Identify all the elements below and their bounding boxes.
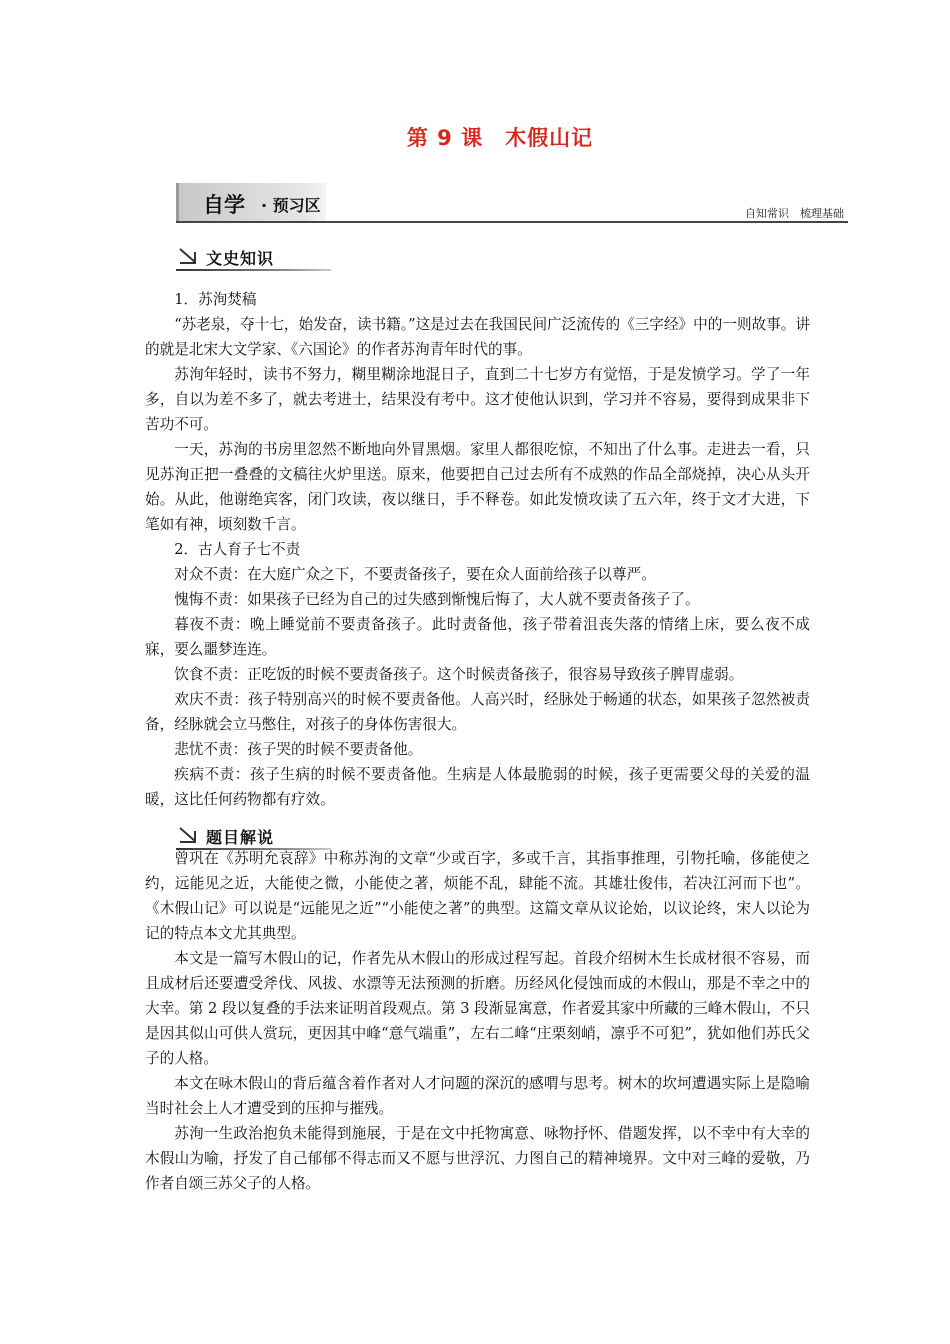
lesson-title: 第 9 课 木假山记 <box>406 126 594 150</box>
paragraph: “苏老泉，夺十七，始发奋，读书籍。”这是过去在我国民间广泛流传的《三字经》中的一则故事。讲的就是北宋大文学家、《六国论》的作者苏洵青年时代的事。 <box>145 316 810 358</box>
diagonal-arrow-icon <box>179 248 197 264</box>
paragraph: 苏洵一生政治抱负未能得到施展，于是在文中托物寓意、咏物抒怀、借题发挥，以不幸中有大幸的木假山为喻，抒发了自己郁郁不得志而又不愿与世浮沉、力图自己的精神境界。文中对三峰的爱敬，乃作者自颂三苏父子的人格。 <box>145 1125 810 1192</box>
paragraph: 本文是一篇写木假山的记，作者先从木假山的形成过程写起。首段介绍树木生长成材很不容易，而且成材后还要遭受斧伐、风拔、水漂等无法预测的折磨。历经风化侵蚀而成的木假山，那是不幸之中的大幸。第 2 段以复叠的手法来证明首段观点。第 3 段渐显寓意，作者爱其家中所藏的三峰木假山，不只是因其似山可供人赏玩，更因其中峰“意气端重”，左右二峰“庄栗刻峭，凛乎不可犯”，犹如他们苏氏父子的人格。 <box>145 950 810 1067</box>
paragraph: 暮夜不责：晚上睡觉前不要责备孩子。此时责备他，孩子带着沮丧失落的情绪上床，要么夜不成寐，要么噩梦连连。 <box>145 616 810 658</box>
paragraph: 本文在咏木假山的背后蕴含着作者对人才问题的深沉的感喟与思考。树木的坎坷遭遇实际上是隐喻当时社会上人才遭受到的压抑与摧残。 <box>145 1075 810 1117</box>
section-heading-wenshi <box>176 245 331 271</box>
document-body <box>145 287 810 1196</box>
section-title: 题目解说 <box>206 828 275 847</box>
paragraph: 愧悔不责：如果孩子已经为自己的过失感到惭愧后悔了，大人就不要责备孩子了。 <box>174 591 700 608</box>
paragraph: 2．古人育子七不责 <box>174 541 301 558</box>
banner-sub-label: · 预习区 <box>261 196 321 215</box>
paragraph: 欢庆不责：孩子特别高兴的时候不要责备他。人高兴时，经脉处于畅通的状态，如果孩子忽然被责备，经脉就会立马憋住，对孩子的身体伤害很大。 <box>145 691 810 733</box>
paragraph: 疾病不责：孩子生病的时候不要责备他。生病是人体最脆弱的时候，孩子更需要父母的关爱的温暖，这比任何药物都有疗效。 <box>145 766 810 808</box>
paragraph: 饮食不责：正吃饭的时候不要责备孩子。这个时候责备孩子，很容易导致孩子脾胃虚弱。 <box>174 666 744 683</box>
section-title: 文史知识 <box>206 249 275 268</box>
paragraph: 对众不责：在大庭广众之下，不要责备孩子，要在众人面前给孩子以尊严。 <box>174 566 656 583</box>
paragraph: 1．苏洵焚稿 <box>174 291 257 308</box>
banner-underline <box>176 221 848 223</box>
section-gap <box>145 812 810 846</box>
banner-right-label: 自知常识 梳理基础 <box>745 207 844 220</box>
paragraph: 一天，苏洵的书房里忽然不断地向外冒黑烟。家里人都很吃惊，不知出了什么事。走进去一看，只见苏洵正把一叠叠的文稿往火炉里送。原来，他要把自己过去所有不成熟的作品全部烧掉，决心从头开始。从此，他谢绝宾客，闭门攻读，夜以继日，手不释卷。如此发愤攻读了五六年，终于文才大进，下笔如有神，顷刻数千言。 <box>145 441 810 533</box>
paragraph: 曾巩在《苏明允哀辞》中称苏洵的文章“少或百字，多或千言，其指事推理，引物托喻，侈能使之约，远能见之近，大能使之微，小能使之著，烦能不乱，肆能不流。其雄壮俊伟，若决江河而下也”。《木假山记》可以说是“远能见之近”“小能使之著”的典型。这篇文章从议论始，以议论终，宋人以论为记的特点本文尤其典型。 <box>145 850 810 942</box>
banner-main-label: 自学 <box>203 193 245 217</box>
paragraph: 苏洵年轻时，读书不努力，糊里糊涂地混日子，直到二十七岁方有觉悟，于是发愤学习。学了一年多，自以为差不多了，就去考进士，结果没有考中。这才使他认识到，学习并不容易，要得到成果非下苦功不可。 <box>145 366 810 433</box>
banner-box <box>176 183 326 221</box>
paragraph: 悲忧不责：孩子哭的时候不要责备他。 <box>174 741 423 758</box>
section-banner <box>176 183 848 223</box>
section-underline <box>176 269 331 271</box>
